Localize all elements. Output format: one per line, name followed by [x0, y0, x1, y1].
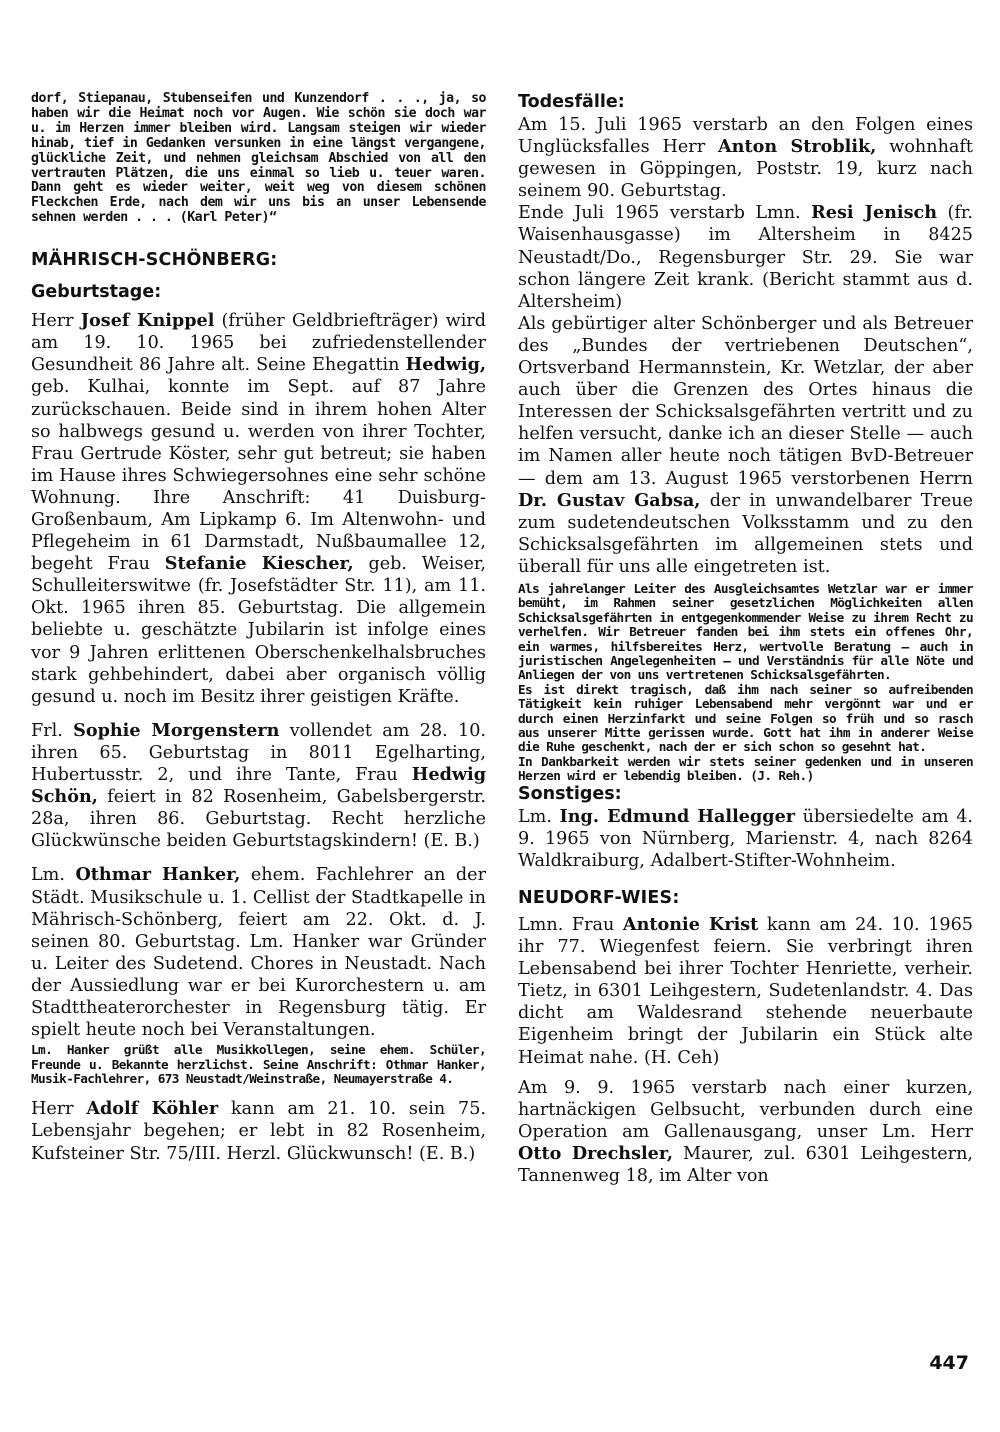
birthdays-heading: Geburtstage:	[31, 282, 162, 303]
person-name: Anton Stroblik,	[718, 136, 877, 158]
person-name: Antonie Krist	[622, 913, 759, 935]
gabsa-note-3: In Dankbarkeit werden wir stets seiner gedenken und in unseren Herzen wird er lebendig bleiben. (J. Reh.)	[518, 753, 973, 784]
right-column	[518, 92, 973, 1187]
misc-notice-hallegger: Lm. Ing. Edmund Hallegger übersiedelte am 4. 9. 1965 von Nürnberg, Marienstr. 4, nach 8264 Waldkraiburg, Adalbert-Stifter-Wohnheim.	[518, 805, 973, 871]
death-notice-stroblik: Am 15. Juli 1965 verstarb an den Folgen eines Unglücksfalles Herr Anton Stroblik, wohnhaft gewesen in Göppingen, Poststr. 19, kurz nach seinem 90. Geburtstag.	[518, 115, 973, 202]
death-notice-gabsa: Als gebürtiger alter Schönberger und als Betreuer des „Bundes der vertriebenen Deutschen“, Ortsverband Hermannstein, Kr. Wetzlar, der aber auch über die Grenzen des Ortes hinaus die Interessen der Schicksalsgefährten vertritt und zu helfen versucht, danke ich an dieser Stelle — auch im Namen aller heute noch tätigen BvD-Betreuer — dem am 13. August 1965 verstorbenen Herrn Dr. Gustav Gabsa, der in unwandelbarer Treue zum sudetendeutschen Volksstamm und zu den Schicksalsgefährten im allgemeinen stets und überall für uns alle eingetreten ist.	[518, 313, 973, 577]
person-name: Otto Drechsler,	[518, 1142, 673, 1164]
person-name: Dr. Gustav Gabsa,	[518, 489, 701, 511]
person-name: Hedwig Schön,	[31, 764, 486, 808]
gabsa-note-1: Als jahrelanger Leiter des Ausgleichsamtes Wetzlar war er immer bemüht, im Rahmen seiner gesetzlichen Möglichkeiten allen Schicksalsgefährten in entgegenkommender Weise zu ihrem Recht zu verhelfen. Wir Betreuer fanden bei ihm stets ein offenes Ohr, ein warmes, hilfsbereites Herz, wertvolle Beratung — auch in juristischen Angelegenheiten — und Verständnis für alle Nöte und Anliegen der von uns vertretenen Schicksalsgefährten.	[518, 580, 973, 683]
section-title-neudorf-wies: NEUDORF-WIES:	[518, 887, 680, 908]
intro-text: dorf, Stiepanau, Stubenseifen und Kunzendorf . . ., ja, so haben wir die Heimat noch vor Augen. Wie schön sie doch war u. im Herzen immer bleiben wird. Langsam steigen wir wieder hinab, tief in Gedanken versunken in eine längst vergangene, glückliche Zeit, und nehmen gleichsam Abschied von all den vertrauten Plätzen, die uns einmal so lieb u. teuer waren. Dann geht es wieder weiter, weit weg von diesem schönen Fleckchen Erde, nach dem wir uns bis an unser Lebensende sehnen werden . . . (Karl Peter)“	[31, 91, 486, 226]
birthday-paragraph-hanker: Lm. Othmar Hanker, ehem. Fachlehrer an der Städt. Musikschule u. 1. Cellist der Stadtkapelle in Mährisch-Schönberg, feiert am 22. Okt. d. J. seinen 80. Geburtstag. Lm. Hanker war Gründer u. Leiter des Sudetend. Chores in Neustadt. Nach der Aussiedlung war er bei Kurorchestern u. am Stadttheaterorchester in Regensburg tätig. Er spielt heute noch bei Veranstaltungen.	[31, 864, 487, 1041]
gabsa-note-2: Es ist direkt tragisch, daß ihm nach seiner so aufreibenden Tätigkeit kein ruhiger Lebensabend mehr vergönnt war und er durch einen Herzinfarkt und seine Folgen so früh und so rasch aus unserer Mitte gerissen wurde. Gott hat ihm in anderer Weise die Ruhe geschenkt, nach der er sich schon so gesehnt hat.	[518, 681, 973, 755]
person-name: Stefanie Kiescher,	[164, 553, 354, 575]
person-name: Othmar Hanker,	[75, 864, 241, 886]
birthday-paragraph-morgenstern: Frl. Sophie Morgenstern vollendet am 28. 10. ihren 65. Geburtstag in 8011 Egelharting, Hubertusstr. 2, und ihre Tante, Frau Hedwig Schön, feiert in 82 Rosenheim, Gabelsbergerstr. 28a, ihren 86. Geburtstag. Recht herzliche Glückwünsche beiden Geburtstagskindern! (E. B.)	[31, 719, 487, 852]
hanker-note: Lm. Hanker grüßt alle Musikkollegen, seine ehem. Schüler, Freunde u. Bekannte herzlichst. Seine Anschrift: Othmar Hanker, Musik-Fachlehrer, 673 Neustadt/Weinstraße, Neumayerstraße 4.	[31, 1042, 486, 1086]
birthday-paragraph-knippel: Herr Josef Knippel (früher Geldbriefträger) wird am 19. 10. 1965 bei zufriedenstellender Gesundheit 86 Jahre alt. Seine Ehegattin Hedwig, geb. Kulhai, konnte im Sept. auf 87 Jahre zurückschauen. Beide sind in ihrem hohen Alter so halbwegs gesund u. werden von ihrer Tochter, Frau Gertrude Köster, sehr gut betreut; sie haben im Hause ihres Schwiegersohnes eine sehr schöne Wohnung. Ihre Anschrift: 41 Duisburg-Großenbaum, Am Lipkamp 6. Im Altenwohn- und Pflegeheim in 61 Darmstadt, Nußbaumallee 12, begeht Frau Stefanie Kiescher, geb. Weiser, Schulleiterswitwe (fr. Josefstädter Str. 11), am 11. Okt. 1965 ihren 85. Geburtstag. Die allgemein beliebte u. geschätzte Jubilarin ist infolge eines vor 9 Jahren erlittenen Oberschenkelhalsbruches stark gehbehindert, dabei aber organisch völlig gesund u. noch im Besitz ihrer geistigen Kräfte.	[31, 310, 486, 707]
left-column	[31, 92, 486, 1165]
section-title-maehrisch-schoenberg: MÄHRISCH-SCHÖNBERG:	[31, 250, 278, 271]
misc-heading: Sonstiges:	[518, 783, 622, 804]
death-notice-drechsler: Am 9. 9. 1965 verstarb nach einer kurzen, hartnäckigen Gelbsucht, verbunden durch eine Operation am Gallenausgang, unser Lm. Herr Otto Drechsler, Maurer, zul. 6301 Leihgestern, Tannenweg 18, im Alter von	[518, 1077, 974, 1186]
deaths-heading: Todesfälle:	[518, 92, 625, 112]
person-name: Hedwig,	[405, 354, 486, 376]
birthday-paragraph-krist: Lmn. Frau Antonie Krist kann am 24. 10. 1965 ihr 77. Wiegenfest feiern. Sie verbringt ihren Lebensabend bei ihrer Tochter Henriette, verheir. Tietz, in 6301 Leihgestern, Sudetenlandstr. 4. Das dicht am Waldesrand stehende neuerbaute Eigenheim bringt der Jubilarin ein Stück alte Heimat nahe. (H. Ceh)	[518, 913, 974, 1068]
death-notice-jenisch: Ende Juli 1965 verstarb Lmn. Resi Jenisch (fr. Waisenhausgasse) im Altersheim in 8425 Neustadt/Do., Regensburger Str. 29. Sie war schon längere Zeit krank. (Bericht stammt aus d. Altersheim)	[518, 202, 973, 312]
person-name: Josef Knippel	[80, 310, 215, 332]
person-name: Resi Jenisch	[811, 202, 938, 224]
birthday-paragraph-koehler: Herr Adolf Köhler kann am 21. 10. sein 75. Lebensjahr begehen; er lebt in 82 Rosenheim, Kufsteiner Str. 75/III. Herzl. Glückwunsch! (E. B.)	[31, 1098, 486, 1164]
person-name: Adolf Köhler	[86, 1098, 219, 1120]
person-name: Sophie Morgenstern	[73, 719, 280, 741]
person-name: Ing. Edmund Hallegger	[559, 805, 796, 827]
page-number: 447	[929, 1352, 969, 1374]
